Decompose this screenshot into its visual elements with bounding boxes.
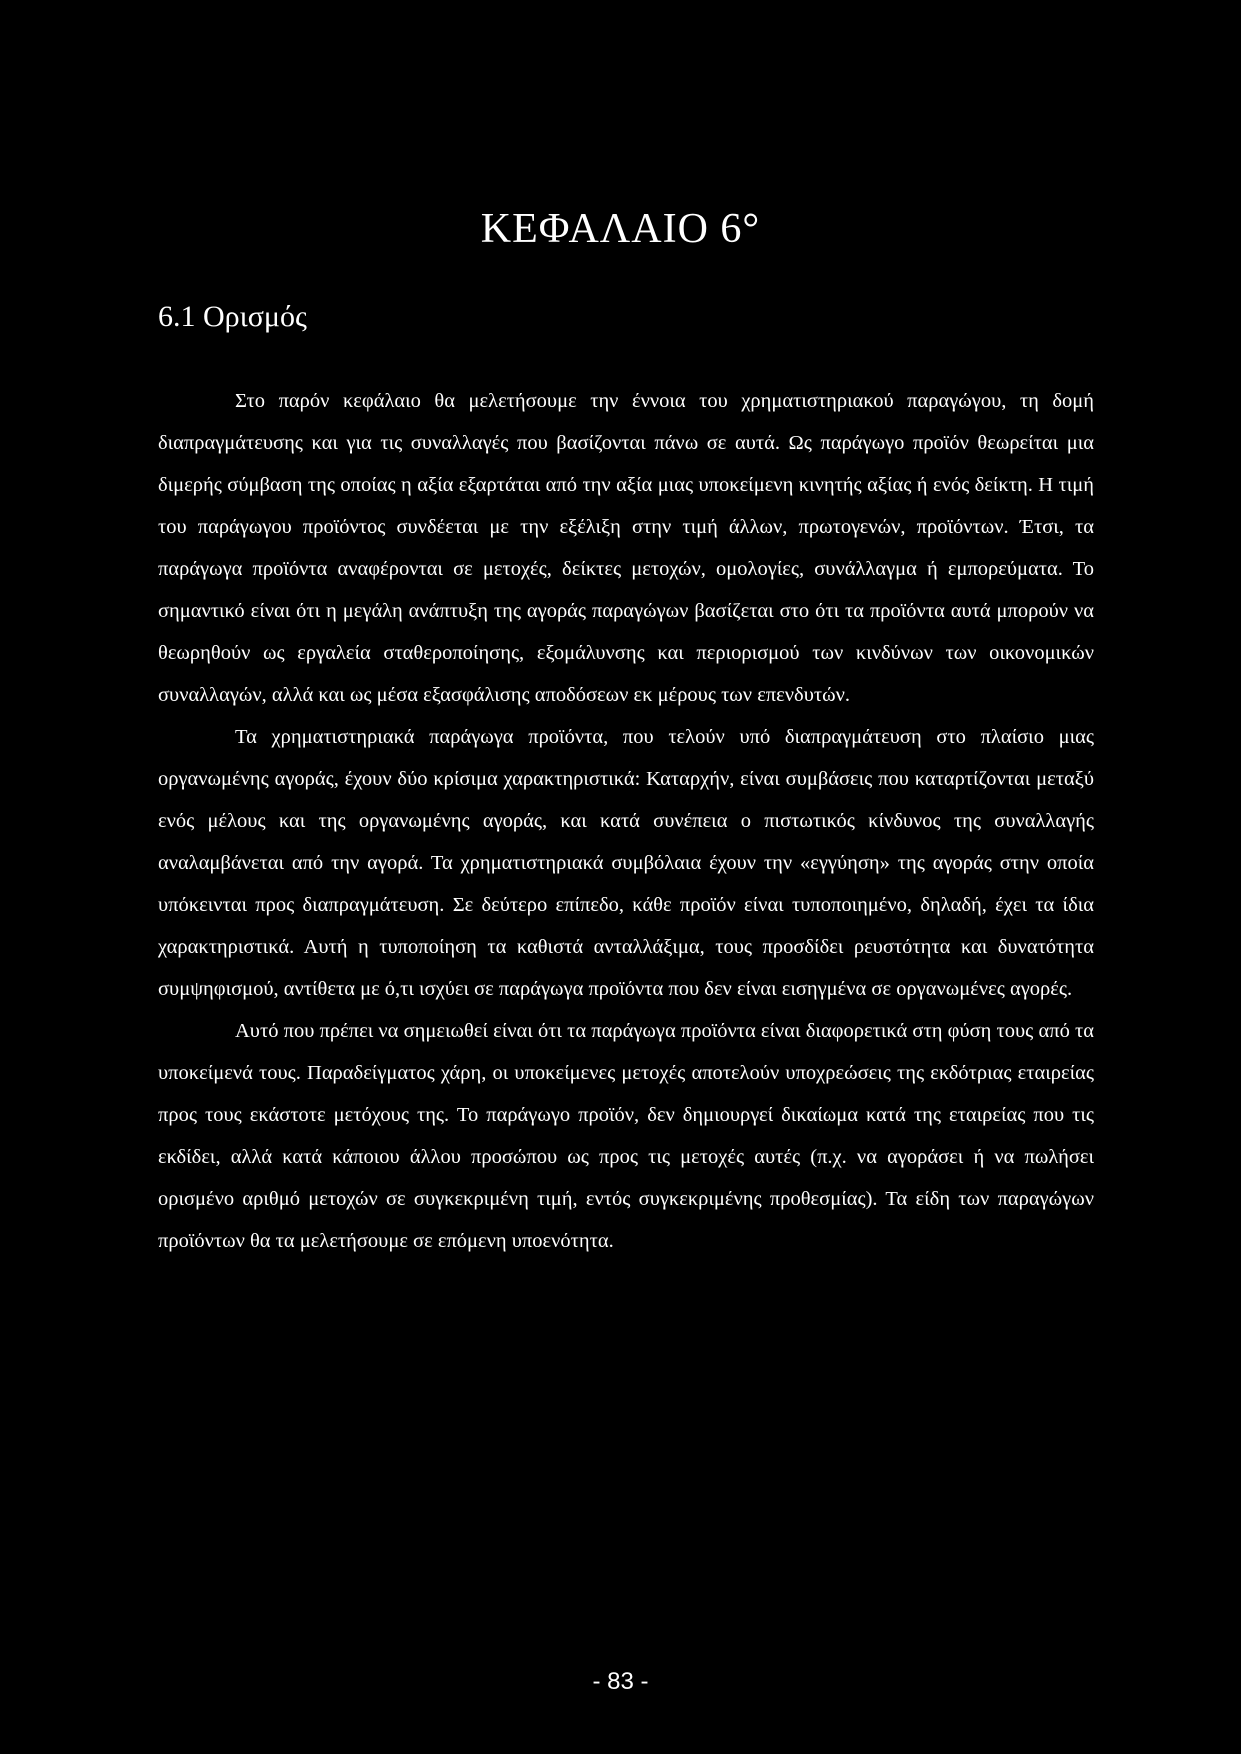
page-number: - 83 - [592,1668,649,1695]
paragraph: Τα χρηματιστηριακά παράγωγα προϊόντα, που τελούν υπό διαπραγμάτευση στο πλαίσιο μιας οργανωμένης αγοράς, έχουν δύο κρίσιμα χαρακτηριστικά: Καταρχήν, είναι συμβάσεις που καταρτίζονται μεταξύ ενός μέλους και της οργανωμένης αγοράς, και κατά συνέπεια ο πιστωτικός κίνδυνος της συναλλαγής αναλαμβάνεται από την αγορά. Τα χρηματιστηριακά συμβόλαια έχουν την «εγγύηση» της αγοράς στην οποία υπόκεινται προς διαπραγμάτευση. Σε δεύτερο επίπεδο, κάθε προϊόν είναι τυποποιημένο, δηλαδή, έχει τα ίδια χαρακτηριστικά. Αυτή η τυποποίηση τα καθιστά ανταλλάξιμα, τους προσδίδει ρευστότητα και δυνατότητα συμψηφισμού, αντίθετα με ό,τι ισχύει σε παράγωγα προϊόντα που δεν είναι εισηγμένα σε οργανωμένες αγορές. [158,726,1094,1000]
paragraph: Αυτό που πρέπει να σημειωθεί είναι ότι τα παράγωγα προϊόντα είναι διαφορετικά στη φύση τους από τα υποκείμενά τους. Παραδείγματος χάρη, οι υποκείμενες μετοχές αποτελούν υποχρεώσεις της εκδότριας εταιρείας προς τους εκάστοτε μετόχους της. Το παράγωγο προϊόν, δεν δημιουργεί δικαίωμα κατά της εταιρείας που τις εκδίδει, αλλά κατά κάποιου άλλου προσώπου ως προς τις μετοχές αυτές (π.χ. να αγοράσει ή να πωλήσει ορισμένο αριθμό μετοχών σε συγκεκριμένη τιμή, εντός συγκεκριμένης προθεσμίας). Τα είδη των παραγώγων προϊόντων θα τα μελετήσουμε σε επόμενη υποενότητα. [158,1020,1094,1252]
chapter-title: ΚΕΦΑΛΑΙΟ 6° [480,206,761,252]
body-text [158,380,1094,1262]
paragraph: Στο παρόν κεφάλαιο θα μελετήσουμε την έννοια του χρηματιστηριακού παραγώγου, τη δομή διαπραγμάτευσης και για τις συναλλαγές που βασίζονται πάνω σε αυτά. Ως παράγωγο προϊόν θεωρείται μια διμερής σύμβαση της οποίας η αξία εξαρτάται από την αξία μιας υποκείμενη κινητής αξίας ή ενός δείκτη. Η τιμή του παράγωγου προϊόντος συνδέεται με την εξέλιξη στην τιμή άλλων, πρωτογενών, προϊόντων. Έτσι, τα παράγωγα προϊόντα αναφέρονται σε μετοχές, δείκτες μετοχών, ομολογίες, συνάλλαγμα ή εμπορεύματα. Το σημαντικό είναι ότι η μεγάλη ανάπτυξη της αγοράς παραγώγων βασίζεται στο ότι τα προϊόντα αυτά μπορούν να θεωρηθούν ως εργαλεία σταθεροποίησης, εξομάλυνσης και περιορισμού των κινδύνων των οικονομικών συναλλαγών, αλλά και ως μέσα εξασφάλισης αποδόσεων εκ μέρους των επενδυτών. [158,390,1094,706]
section-title: 6.1 Ορισμός [158,300,307,333]
